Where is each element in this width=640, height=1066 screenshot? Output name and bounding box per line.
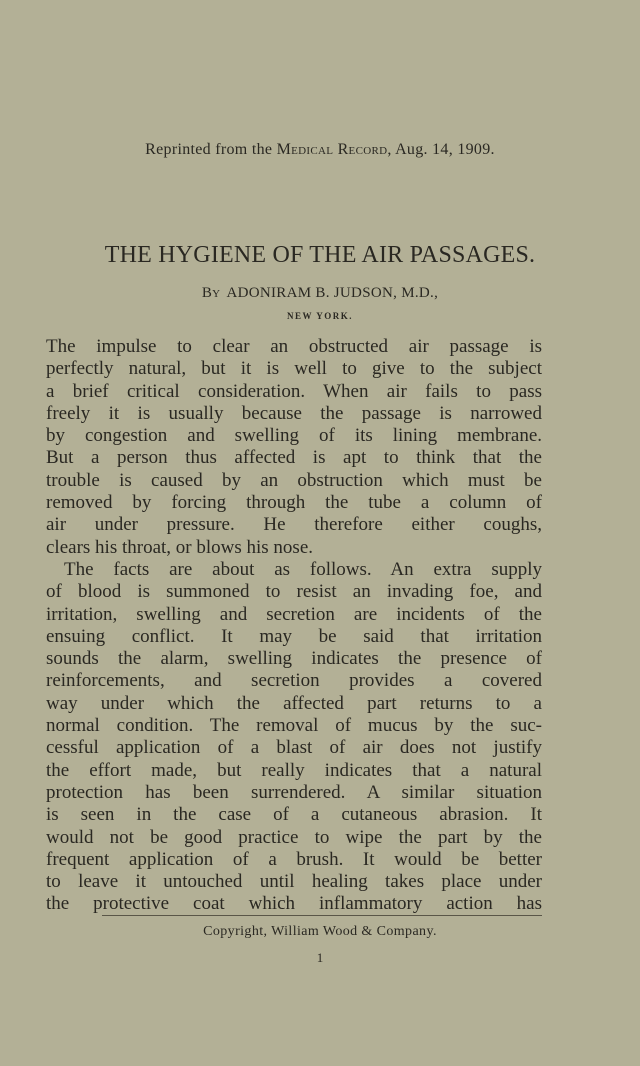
author-location: NEW YORK. bbox=[286, 311, 353, 321]
author-name: ADONIRAM B. JUDSON, M.D., bbox=[226, 285, 439, 301]
reprint-notice bbox=[0, 141, 640, 159]
body-line: trouble is caused by an obstruction which must be bbox=[46, 469, 542, 491]
body-line: to leave it untouched until healing takes place under bbox=[46, 871, 542, 893]
body-line: clears his throat, or blows his nose. bbox=[46, 536, 314, 558]
reprint-date: Aug. 14, 1909. bbox=[395, 141, 495, 158]
body-line: protection has been surrendered. A similar situation bbox=[46, 781, 542, 803]
byline-by: By bbox=[201, 285, 221, 301]
body-line: the effort made, but really indicates that a natural bbox=[46, 759, 542, 781]
copyright-notice: Copyright, William Wood & Company. bbox=[203, 924, 437, 939]
body-line: cessful application of a blast of air does not justify bbox=[46, 737, 542, 759]
body-line: The facts are about as follows. An extra supply bbox=[64, 558, 542, 580]
body-line: irritation, swelling and secretion are incidents of the bbox=[46, 603, 542, 625]
body-line: But a person thus affected is apt to think that the bbox=[46, 447, 542, 469]
body-line: of blood is summoned to resist an invading foe, and bbox=[46, 581, 542, 603]
body-line: a brief critical consideration. When air fails to pass bbox=[46, 380, 542, 402]
body-line: sounds the alarm, swelling indicates the presence of bbox=[46, 648, 542, 670]
reprint-prefix: Reprinted from the bbox=[145, 141, 273, 158]
article-title: THE HYGIENE OF THE AIR PASSAGES. bbox=[104, 242, 536, 268]
body-line: air under pressure. He therefore either coughs, bbox=[46, 514, 542, 536]
body-line: frequent application of a brush. It would be better bbox=[46, 848, 542, 870]
body-line: way under which the affected part returns to a bbox=[46, 692, 542, 714]
body-line: freely it is usually because the passage is narrowed bbox=[46, 402, 542, 424]
byline bbox=[0, 285, 640, 302]
body-line: The impulse to clear an obstructed air passage is bbox=[46, 336, 542, 357]
body-line: reinforcements, and secretion provides a covered bbox=[46, 670, 542, 692]
body-line: normal condition. The removal of mucus by the suc- bbox=[46, 715, 542, 737]
body-line: removed by forcing through the tube a column of bbox=[46, 492, 542, 514]
page-number: 1 bbox=[316, 950, 324, 965]
body-line: the protective coat which inflammatory action has bbox=[46, 893, 542, 915]
footer-divider bbox=[102, 915, 542, 916]
body-line: by congestion and swelling of its lining membrane. bbox=[46, 425, 542, 447]
body-line: is seen in the case of a cutaneous abrasion. It bbox=[46, 804, 542, 826]
reprint-source: Medical Record, bbox=[276, 141, 392, 158]
body-line: would not be good practice to wipe the part by the bbox=[46, 826, 542, 848]
body-line: perfectly natural, but it is well to give to the subject bbox=[46, 358, 542, 380]
body-line: ensuing conflict. It may be said that irritation bbox=[46, 625, 542, 647]
article-body bbox=[46, 336, 542, 916]
